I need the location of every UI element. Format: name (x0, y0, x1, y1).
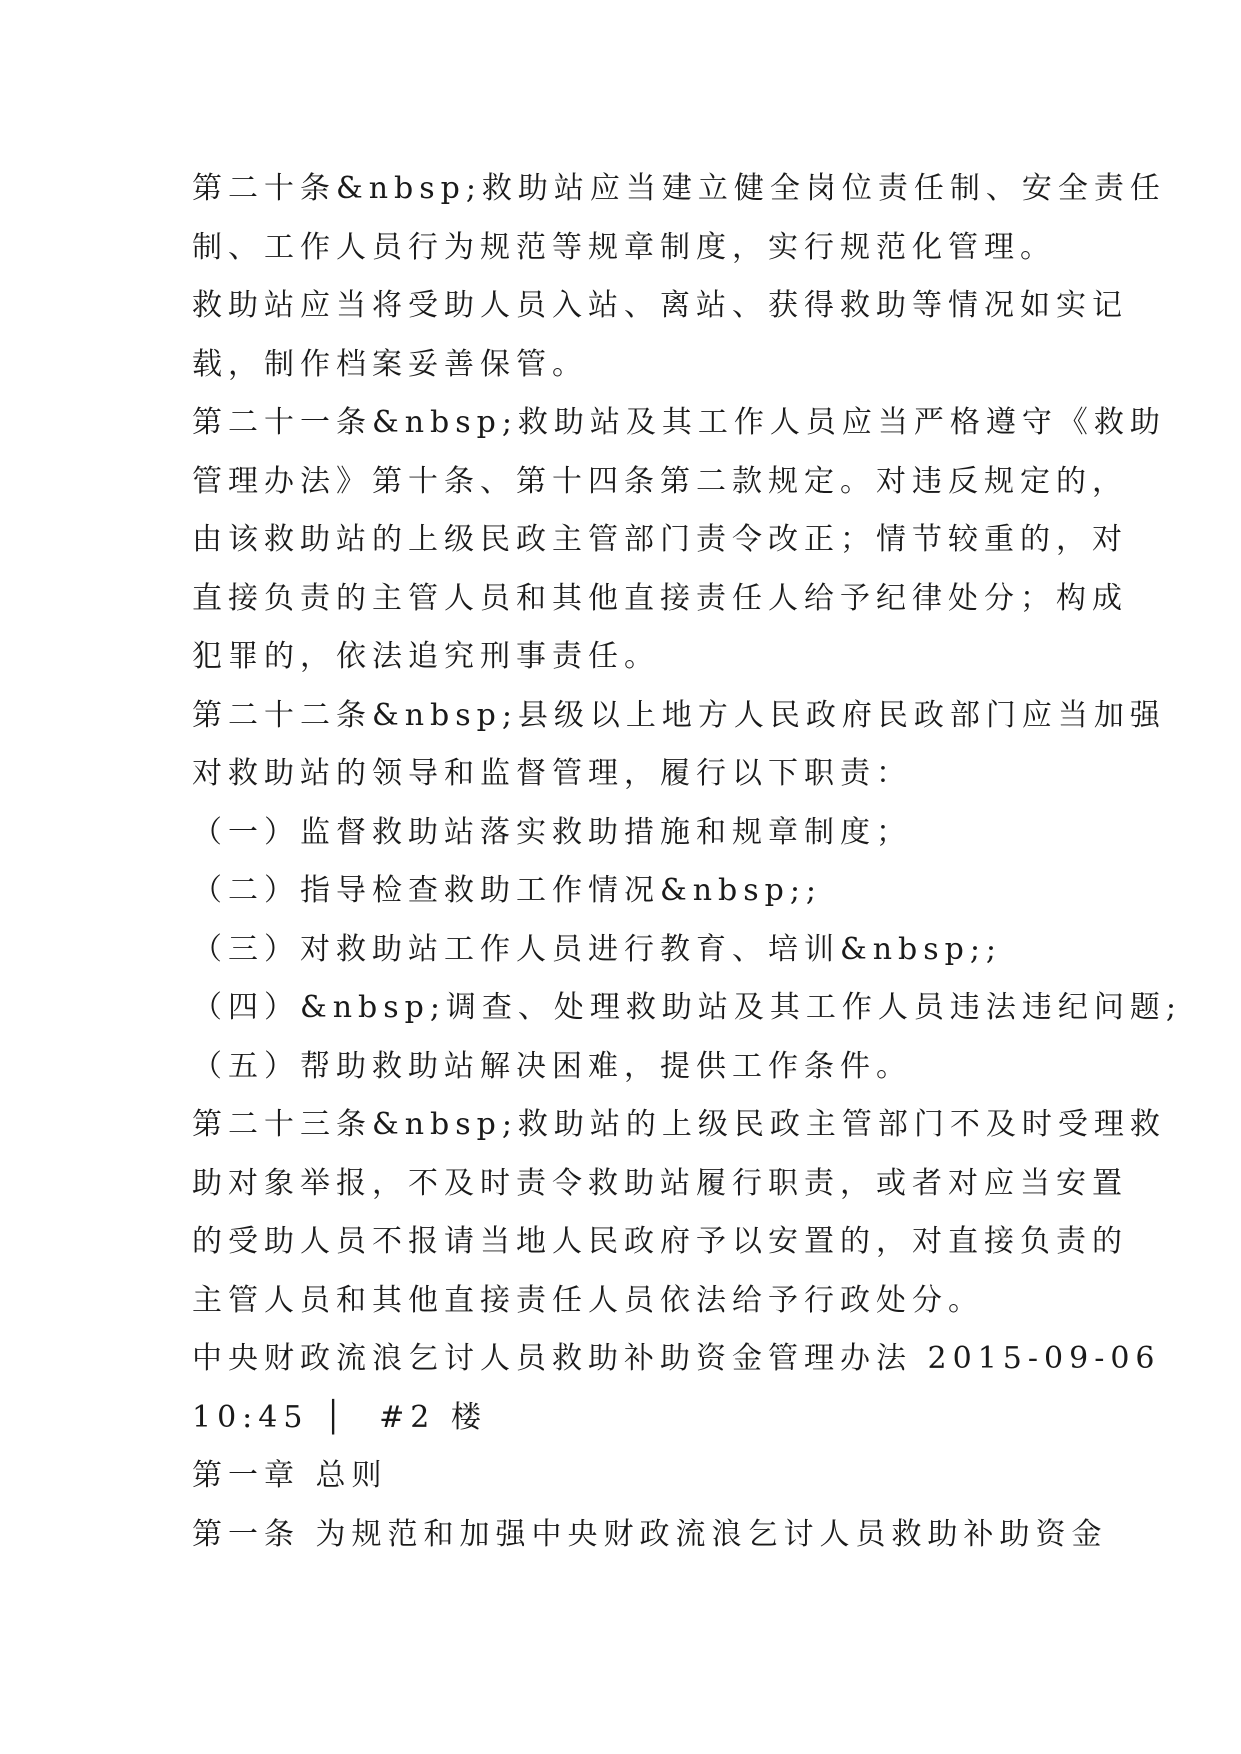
text-line: 直接负责的主管人员和其他直接责任人给予纪律处分；构成 (192, 580, 1128, 616)
text-line: 载，制作档案妥善保管。 (192, 346, 588, 382)
text-line: 犯罪的，依法追究刑事责任。 (192, 639, 660, 674)
text-line: （一）监督救助站落实救助措施和规章制度； (192, 814, 912, 850)
text-line: 第二十三条&nbsp;救助站的上级民政主管部门不及时受理救 (192, 1107, 1166, 1142)
text-line: 的受助人员不报请当地人民政府予以安置的，对直接负责的 (192, 1224, 1128, 1259)
text-line: （二）指导检查救助工作情况&nbsp;; (192, 873, 823, 908)
text-line: （四）&nbsp;调查、处理救助站及其工作人员违法违纪问题; (192, 990, 1183, 1025)
text-line: 助对象举报，不及时责令救助站履行职责，或者对应当安置 (192, 1165, 1128, 1201)
text-line: 中央财政流浪乞讨人员救助补助资金管理办法 2015-09-06 (192, 1341, 1161, 1376)
text-line: 管理办法》第十条、第十四条第二款规定。对违反规定的， (192, 463, 1128, 499)
text-line: 第一条 为规范和加强中央财政流浪乞讨人员救助补助资金 (192, 1516, 1108, 1552)
text-line: 第二十二条&nbsp;县级以上地方人民政府民政部门应当加强 (192, 697, 1166, 733)
text-line: （三）对救助站工作人员进行教育、培训&nbsp;; (192, 931, 1003, 967)
text-line: 10:45 │ #2 楼 (192, 1399, 487, 1435)
text-line: 由该救助站的上级民政主管部门责令改正；情节较重的，对 (192, 522, 1128, 557)
text-line: 制、工作人员行为规范等规章制度，实行规范化管理。 (192, 229, 1056, 265)
text-line: 主管人员和其他直接责任人员依法给予行政处分。 (192, 1282, 984, 1318)
text-line: 对救助站的领导和监督管理，履行以下职责： (192, 756, 912, 791)
text-line: （五）帮助救助站解决困难，提供工作条件。 (192, 1048, 912, 1084)
text-line: 第一章 总则 (192, 1458, 388, 1493)
text-line: 第二十条&nbsp;救助站应当建立健全岗位责任制、安全责任 (192, 171, 1166, 206)
text-line: 救助站应当将受助人员入站、离站、获得救助等情况如实记 (192, 288, 1128, 323)
text-line: 第二十一条&nbsp;救助站及其工作人员应当严格遵守《救助 (192, 405, 1166, 440)
document-body (192, 160, 1183, 1564)
